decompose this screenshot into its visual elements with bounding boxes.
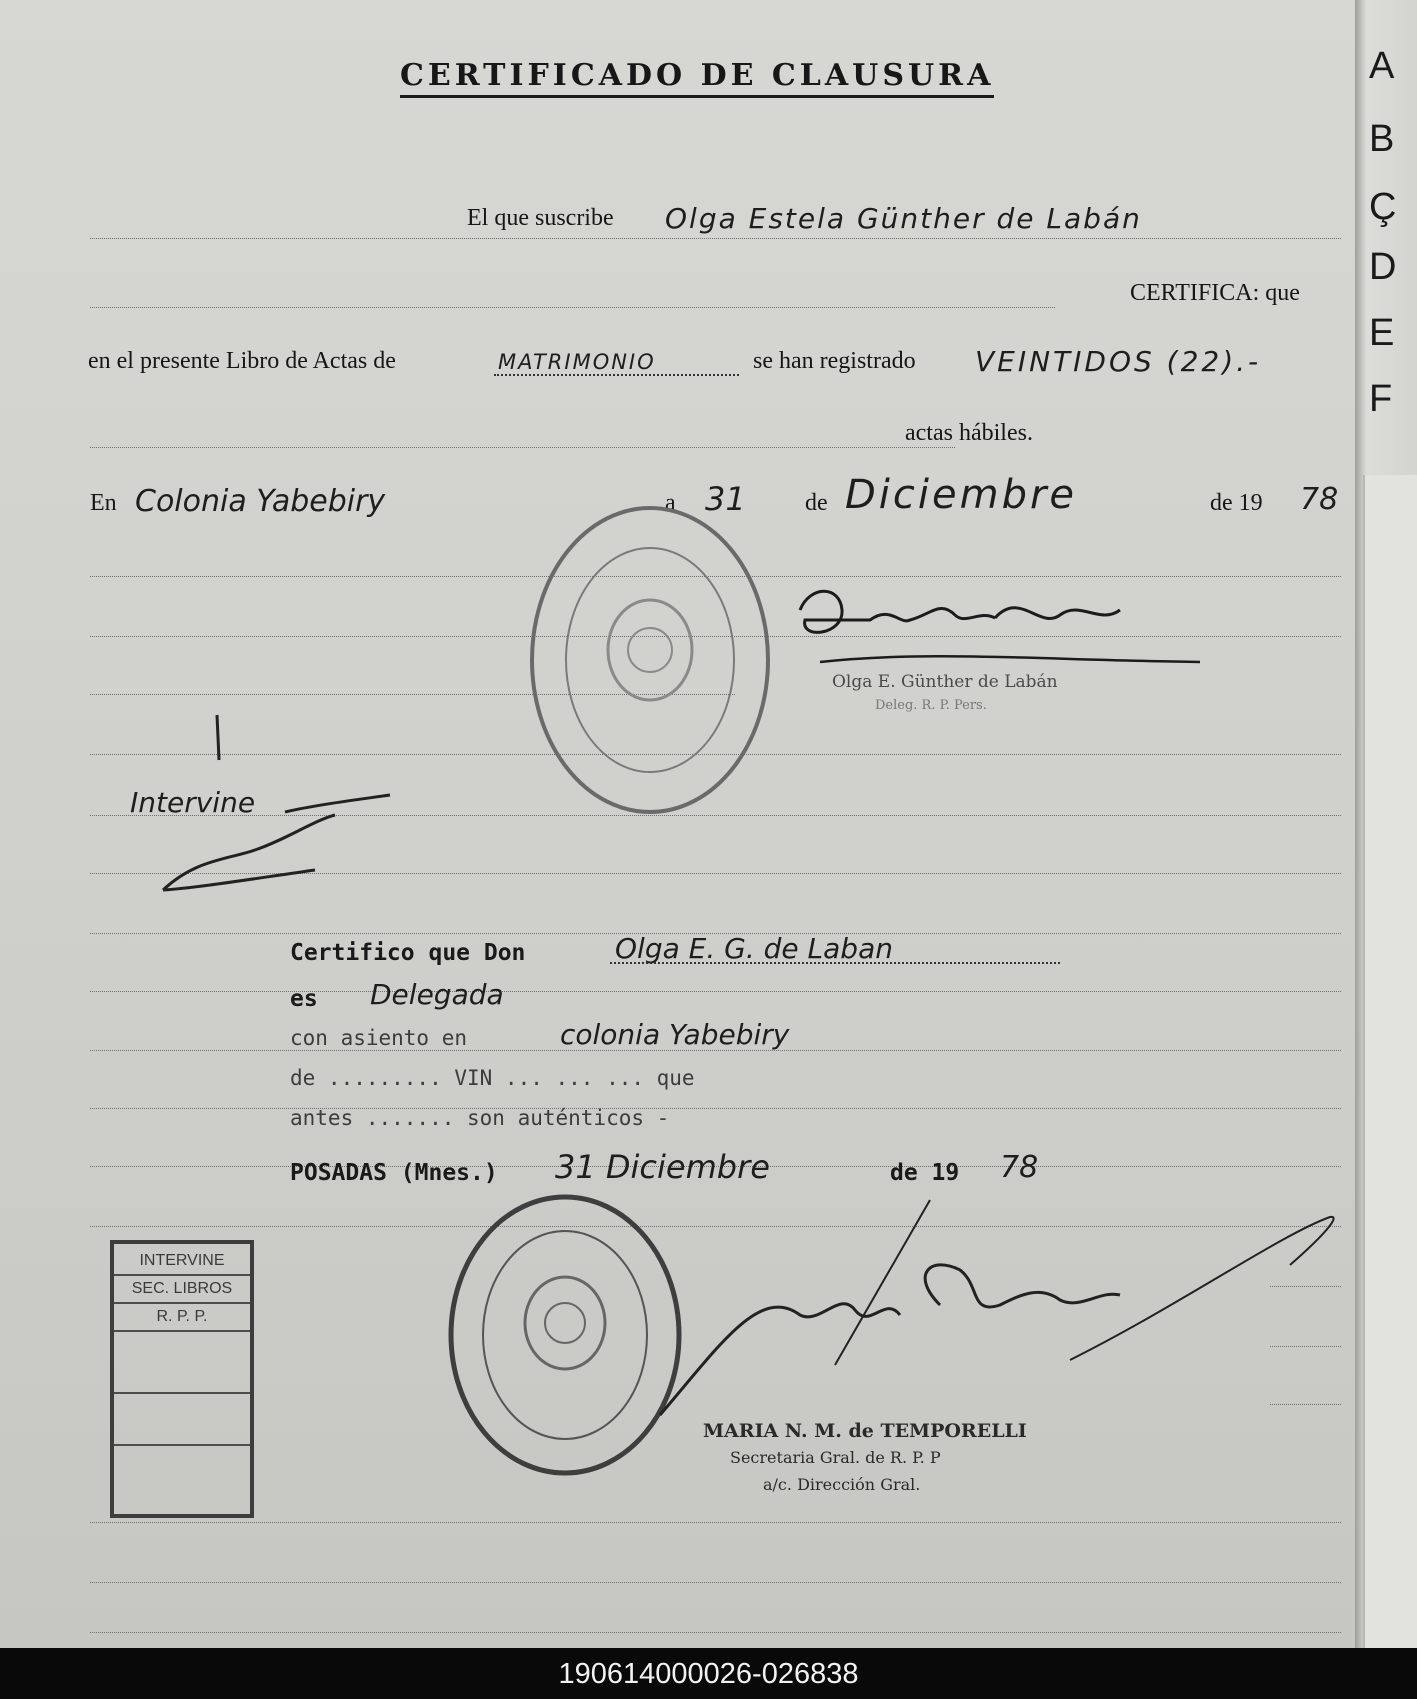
next-page-edge [1355,0,1417,1648]
lower-page-edge [1363,475,1417,1648]
box-stamp-line: R. P. P. [114,1304,250,1332]
margin-letter: E [1369,312,1395,354]
actas-label: actas hábiles. [905,420,1033,446]
a-label: a [665,490,676,516]
footer-bar [0,1648,1417,1699]
box-stamp-row [114,1332,250,1394]
certificate-title: CERTIFICADO DE CLAUSURA [400,58,994,98]
registrado-label: se han registrado [753,348,916,374]
signature-2 [640,1195,1340,1425]
certifico-name: Olga E. G. de Laban [615,932,893,965]
certification-lugar: colonia Yabebiry [560,1018,790,1051]
lugar: Colonia Yabebiry [135,484,386,519]
certification-line-4: de ......... VIN ... ... ... que [290,1066,695,1090]
margin-letter: A [1369,45,1395,87]
intervine-box-stamp [110,1240,254,1518]
suscribe-name: Olga Estela Günther de Labán [665,202,1142,235]
fill-line [494,374,739,376]
margin-letter: Ç [1369,186,1397,228]
rule-line [90,1108,1341,1109]
posadas-label: POSADAS (Mnes.) [290,1160,498,1186]
certifico-label: Certifico que Don [290,940,526,966]
suscribe-label: El que suscribe [467,205,614,231]
dia: 31 [705,480,746,518]
cargo: Delegada [370,978,504,1011]
certifica-label: CERTIFICA: que [1130,280,1300,306]
en-label: En [90,490,117,516]
posadas-year-label: de 19 [890,1160,960,1186]
fill-line [610,962,1060,964]
rule-line [90,991,1341,992]
margin-letter: B [1369,118,1395,160]
de-year-label: de 19 [1210,490,1263,516]
con-asiento-label: con asiento en [290,1026,468,1050]
box-stamp-line: SEC. LIBROS [114,1276,250,1304]
posadas-year-suffix: 78 [1000,1150,1039,1185]
de-label: de [805,490,828,516]
es-label: es [290,986,318,1012]
signature-1-title: Deleg. R. P. Pers. [875,698,987,713]
footer-code: 190614000026-026838 [558,1658,859,1690]
rule-line [90,1522,1341,1523]
signatory-role: a/c. Dirección Gral. [763,1475,921,1494]
libro-tipo: MATRIMONIO [498,350,656,374]
oval-stamp-upper [520,500,780,820]
rule-line [90,447,955,448]
signatory-name: MARIA N. M. de TEMPORELLI [703,1420,1027,1442]
margin-letter: F [1369,378,1393,420]
posadas-date: 31 Diciembre [555,1148,770,1186]
rule-line [90,1632,1341,1633]
registrado-count: VEINTIDOS (22).- [975,345,1262,378]
year-suffix: 78 [1300,482,1339,517]
box-stamp-row [114,1394,250,1446]
rule-line [90,238,1341,239]
certification-line-5: antes ....... son auténticos - [290,1106,670,1130]
mes: Diciembre [845,472,1078,518]
signature-1-name: Olga E. Günther de Labán [832,672,1058,692]
intervine-handwritten: Intervine [130,786,256,819]
margin-letter: D [1369,246,1397,288]
rule-line [90,1582,1341,1583]
rule-line [90,307,1055,308]
signatory-title: Secretaria Gral. de R. P. P [730,1448,941,1467]
box-stamp-line: INTERVINE [114,1248,250,1276]
libro-label: en el presente Libro de Actas de [88,348,396,374]
